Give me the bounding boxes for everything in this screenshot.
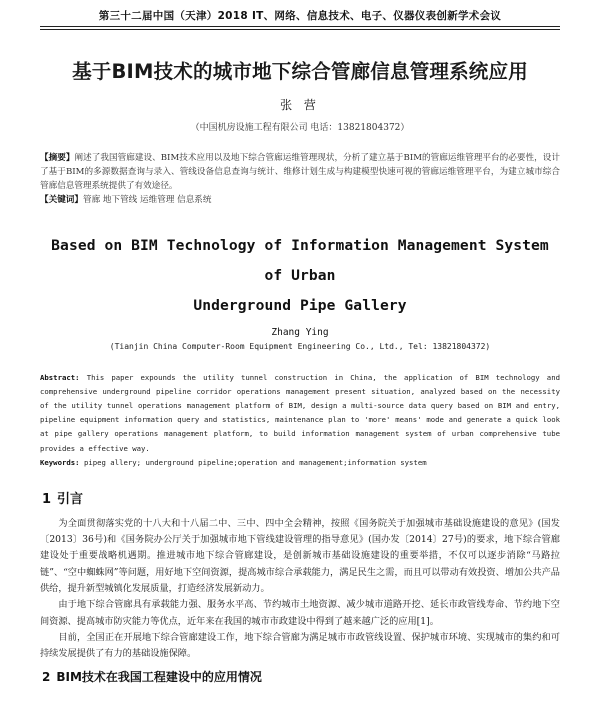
body-paragraph-1: 为全面贯彻落实党的十八大和十八届二中、三中、四中全会精神，按照《国务院关于加强城市基础设施建设的意见》(国发〔2013〕36号)和《国务院办公厅关于加强城市地下管线建设管理的指导意见》(国办发〔2014〕27号)的要求，地下综合管廊建设处于重要战略机遇期。推进城市地下综合管廊建设，是创新城市基础设施建设的重要举措，不仅可以逐步消除“马路拉链”、“空中蜘蛛网”等问题，用好地下空间资源，提高城市综合承载能力，满足民生之需，而且可以带动有效投资、增加公共产品供给，提升新型城镇化发展质量，打造经济发展新动力。 xyxy=(40,517,560,594)
running-header: 第三十二届中国（天津）2018 IT、网络、信息技术、电子、仪器仪表创新学术会议 xyxy=(40,8,560,27)
english-keywords-text: pipeg allery; underground pipeline;operation and management;information system xyxy=(83,457,427,467)
english-keywords xyxy=(40,456,560,470)
english-affiliation: (Tianjin China Computer-Room Equipment Engineering Co., Ltd., Tel: 13821804372) xyxy=(109,341,491,351)
chinese-title: 基于BIM技术的城市地下综合管廊信息管理系统应用 xyxy=(72,59,528,83)
section-number: 2 xyxy=(42,670,51,685)
chinese-affiliation: （中国机房设施工程有限公司 电话：13821804372） xyxy=(190,122,410,133)
section-title: 引言 xyxy=(57,491,84,507)
english-title xyxy=(40,231,560,321)
section-heading-2 xyxy=(42,668,560,685)
english-abstract-label: Abstract: xyxy=(40,372,80,382)
body-paragraph-2: 由于地下综合管廊具有承载能力强、服务水平高、节约城市土地资源、减少城市道路开挖、延长市政管线寿命、节约地下空间资源、提高城市防灾能力等优点，近年来在我国的城市市政建设中得到了越来越广泛的应用[1]。 xyxy=(40,599,560,627)
chinese-keywords-text: 管廊 地下管线 运维管理 信息系统 xyxy=(82,194,212,205)
chinese-abstract xyxy=(40,151,560,193)
english-abstract-text: This paper expounds the utility tunnel construction in China, the application of BIM technology and comprehensive underground pipeline corridor operations management present situation, analyzed based on the necessity of the utility tunnel operations management platform of BIM, design a multi-source data query based on BIM and entry, pipeline equipment information query and statistics, maintenance plan to 'more' means' mode and generate a quick look at pipe gallery operations management platform, to build information management system of urban comprehensive tube provides a effective way. xyxy=(40,372,560,453)
body-paragraph-3: 目前，全国正在开展地下综合管廊建设工作，地下综合管廊为满足城市市政管线设置、保护城市环境、实现城市的集约和可持续发展提供了有力的基础设施保障。 xyxy=(40,631,560,660)
english-title-line1: Based on BIM Technology of Information Management System of Urban xyxy=(51,236,549,284)
english-keywords-label: Keywords: xyxy=(40,457,80,467)
section-number: 1 xyxy=(42,491,52,507)
english-abstract xyxy=(40,371,560,456)
section-heading-1 xyxy=(42,488,560,507)
header-rule xyxy=(40,29,560,30)
chinese-author: 张 营 xyxy=(280,97,320,112)
section-title: BIM技术在我国工程建设中的应用情况 xyxy=(56,670,262,685)
chinese-abstract-label: 【摘要】 xyxy=(40,152,75,163)
english-author: Zhang Ying xyxy=(271,326,329,338)
chinese-keywords-label: 【关键词】 xyxy=(40,194,83,205)
chinese-abstract-text: 阐述了我国管廊建设、BIM技术应用以及地下综合管廊运维管理现状，分析了建立基于BIM的管廊运维管理平台的必要性，设计了基于BIM的多源数据查询与录入、管线设备信息查询与统计、维修计划生成与构建模型快速可视的管廊运维管理平台，为建立城市综合管廊信息管理系统提供了有效途径。 xyxy=(40,152,560,191)
chinese-keywords xyxy=(40,193,560,207)
english-title-line2: Underground Pipe Gallery xyxy=(193,296,407,314)
